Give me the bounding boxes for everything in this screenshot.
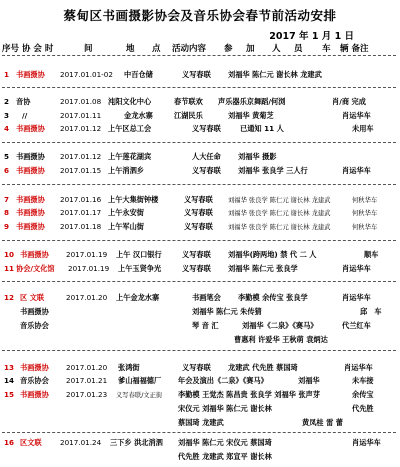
row-number: 14 bbox=[4, 376, 15, 385]
row-date: 2017.01.16 bbox=[60, 195, 102, 204]
row-content: 江湖民乐 bbox=[174, 111, 203, 120]
table-subrow bbox=[2, 404, 400, 415]
divider bbox=[2, 350, 396, 351]
row-date: 2017.01.20 bbox=[66, 293, 108, 302]
subrow-note: 余传宝 bbox=[352, 390, 374, 399]
subrow-people: 李勤模 余传宝 张良学 bbox=[238, 293, 308, 302]
subrow-people: 刘福华 陈仁元 宋仪元 蔡国琦 bbox=[178, 438, 272, 447]
row-people: 刘福华 摄影 bbox=[238, 152, 277, 161]
row-org: 区文联 bbox=[20, 438, 42, 447]
row-date: 2017.01.19 bbox=[66, 250, 108, 259]
subrow-people: 曹惠利 许爱华 王秋萌 袁炳达 bbox=[234, 335, 328, 344]
row-org: 书画摄协 bbox=[16, 70, 45, 79]
row-org: 书画摄协 bbox=[20, 363, 49, 372]
subrow-people: 刘福华《二泉》《赛马》 bbox=[242, 321, 318, 330]
row-place: 上午金龙水寨 bbox=[116, 293, 160, 302]
row-date: 2017.01.20 bbox=[66, 363, 108, 372]
subrow-org: 书画摄协 bbox=[20, 307, 49, 316]
row-place: 义写春联/文正街 bbox=[116, 392, 163, 399]
table-subrow bbox=[2, 307, 400, 318]
row-place: 沌阳文化中心 bbox=[108, 97, 152, 106]
row-content: 义写春联 bbox=[192, 166, 221, 175]
row-number: 4 bbox=[4, 124, 10, 133]
row-place: 爹山福福德厂 bbox=[118, 376, 162, 385]
header-col-people-4: 员 bbox=[294, 44, 303, 54]
row-place: 上午永安街 bbox=[108, 208, 144, 217]
row-content: 义写春联 bbox=[184, 208, 213, 217]
header-col-vehicle: 车 bbox=[322, 44, 331, 54]
divider bbox=[2, 87, 396, 88]
subrow-org: 音乐协会 bbox=[20, 321, 49, 330]
row-content: 义写春联 bbox=[182, 70, 211, 79]
row-org: 协会/文化馆 bbox=[16, 264, 55, 273]
row-note: 肖运华车 bbox=[342, 264, 371, 273]
table-row bbox=[2, 208, 400, 219]
row-org: 书画摄协 bbox=[16, 195, 45, 204]
table-row bbox=[2, 97, 400, 108]
row-people: 刘福华 陈仁元 谢长林 龙建武 bbox=[228, 70, 322, 79]
header-col-note: 辆 备注 bbox=[340, 44, 369, 54]
row-note: 未用车 bbox=[352, 124, 374, 133]
row-place: 张鸿街 bbox=[118, 363, 140, 372]
row-note: 何秋华车 bbox=[352, 197, 378, 204]
header-col-people-2: 加 bbox=[246, 44, 255, 54]
row-place: 上午消泗乡 bbox=[108, 166, 144, 175]
row-org: 音乐协会 bbox=[20, 376, 49, 385]
row-number: 12 bbox=[4, 293, 15, 302]
row-date: 2017.01.01-02 bbox=[60, 70, 113, 79]
row-note: 未车接 bbox=[352, 376, 374, 385]
row-note: 肖运华车 bbox=[342, 111, 371, 120]
table-row bbox=[2, 152, 400, 163]
row-content: 年会及演出《二泉》《赛马》 bbox=[178, 376, 268, 385]
row-org: 音协 bbox=[16, 97, 31, 106]
row-content: 人大任命 bbox=[192, 152, 221, 161]
row-date: 2017.01.18 bbox=[60, 222, 102, 231]
row-org: // bbox=[22, 111, 28, 120]
row-date: 2017.01.17 bbox=[60, 208, 102, 217]
row-place: 上午大集街钟楼 bbox=[108, 195, 159, 204]
table-row bbox=[2, 166, 400, 177]
row-content: 义写春联 bbox=[184, 195, 213, 204]
subrow-people: 宋仪元 刘福华 陈仁元 谢长林 bbox=[178, 404, 272, 413]
row-people: 已通知 11 人 bbox=[240, 124, 284, 133]
subrow-activity: 琴 音 汇 bbox=[192, 321, 219, 330]
page-title: 蔡甸区书画摄影协会及音乐协会春节前活动安排 bbox=[63, 8, 337, 23]
row-note: 何秋华车 bbox=[352, 210, 378, 217]
header-col-place-2: 点 bbox=[152, 44, 161, 54]
subrow-note: 肖运华车 bbox=[342, 293, 371, 302]
table-row bbox=[2, 376, 400, 387]
row-date: 2017.01.23 bbox=[66, 390, 108, 399]
row-date: 2017.01.24 bbox=[60, 438, 102, 447]
row-people: 刘福华 张良学 三人行 bbox=[238, 166, 308, 175]
row-number: 1 bbox=[4, 70, 10, 79]
row-people: 刘福华 张良学 陈仁元 谢长林 龙建武 bbox=[228, 224, 331, 231]
row-content: 义写春联 bbox=[192, 124, 221, 133]
row-content: 义写春联 bbox=[184, 222, 213, 231]
table-subrow bbox=[2, 321, 400, 332]
table-row bbox=[2, 124, 400, 135]
header-col-time: 间 bbox=[84, 44, 93, 54]
table-row bbox=[2, 438, 400, 449]
row-org: 书画摄协 bbox=[16, 222, 45, 231]
row-number: 13 bbox=[4, 363, 15, 372]
row-people: 刘福华 张良学 陈仁元 谢长林 龙建武 bbox=[228, 197, 331, 204]
row-note: 顺车 bbox=[364, 250, 379, 259]
divider bbox=[2, 55, 396, 56]
table-row bbox=[2, 111, 400, 122]
divider bbox=[2, 432, 396, 433]
row-people: 刘福华 黄菊芝 bbox=[228, 111, 274, 120]
table-row bbox=[2, 250, 400, 261]
subrow-note: 代先胜 bbox=[352, 404, 374, 413]
row-date: 2017.01.08 bbox=[60, 97, 102, 106]
row-org: 区 文联 bbox=[20, 293, 45, 302]
subrow-people: 李勤模 王觉杰 陈昌贵 张良学 刘福华 张声芽 bbox=[178, 390, 320, 399]
subrow-people: 代先胜 龙建武 郑宣平 谢长林 bbox=[178, 452, 272, 461]
divider bbox=[2, 184, 396, 185]
row-people: 声乐器乐京舞蹈/何浏 bbox=[218, 97, 286, 106]
table-row bbox=[2, 264, 400, 275]
row-content: 义写春联 bbox=[182, 264, 211, 273]
row-place: 上午 汉口银行 bbox=[116, 250, 162, 259]
row-people: 刘福华 张良学 陈仁元 谢长林 龙建武 bbox=[228, 210, 331, 217]
table-subrow bbox=[2, 418, 400, 429]
header-col-seq: 序号 协 会 时 bbox=[2, 44, 54, 54]
divider bbox=[2, 281, 396, 282]
subrow-people: 刘福华 陈仁元 朱传猜 bbox=[192, 307, 262, 316]
row-note: 何秋华车 bbox=[352, 224, 378, 231]
row-org: 书画摄协 bbox=[16, 166, 45, 175]
row-note: 肖运华车 bbox=[342, 166, 371, 175]
row-content: 义写春联 bbox=[182, 363, 211, 372]
row-number: 11 bbox=[4, 264, 15, 273]
table-row bbox=[2, 70, 400, 81]
row-org: 书画摄协 bbox=[16, 208, 45, 217]
row-place: 上午军山街 bbox=[108, 222, 144, 231]
row-place: 上午玉贤争光 bbox=[118, 264, 162, 273]
row-org: 书画摄协 bbox=[20, 390, 49, 399]
subrow-note: 邱 车 bbox=[360, 307, 382, 316]
row-number: 8 bbox=[4, 208, 10, 217]
row-number: 16 bbox=[4, 438, 15, 447]
row-note: 肖/商 完成 bbox=[332, 97, 366, 106]
row-date: 2017.01.12 bbox=[60, 124, 102, 133]
row-number: 10 bbox=[4, 250, 15, 259]
row-note: 肖运华车 bbox=[344, 363, 373, 372]
divider bbox=[2, 142, 396, 143]
row-place: 三下乡 洪北消泗 bbox=[110, 438, 163, 447]
row-people: 刘福华(跨两地) 禁 代 二 人 bbox=[228, 250, 317, 259]
row-number: 15 bbox=[4, 390, 15, 399]
header-col-content: 活动内容 bbox=[172, 44, 207, 54]
row-org: 书画摄协 bbox=[16, 152, 45, 161]
subrow-people: 蔡国琦 龙建武 bbox=[178, 418, 224, 427]
header-col-people-3: 人 bbox=[272, 44, 281, 54]
table-row bbox=[2, 390, 400, 401]
row-people: 刘福华 陈仁元 张良学 bbox=[228, 264, 298, 273]
row-people: 刘福华 bbox=[298, 376, 320, 385]
table-row bbox=[2, 363, 400, 374]
table-subrow bbox=[2, 293, 400, 304]
row-place: 金龙水寨 bbox=[124, 111, 153, 120]
row-date: 2017.01.15 bbox=[60, 166, 102, 175]
header-col-place-1: 地 bbox=[126, 44, 135, 54]
subrow-note: 黄凤桂 雷 蕾 bbox=[302, 418, 343, 427]
table-row bbox=[2, 222, 400, 233]
row-number: 3 bbox=[4, 111, 10, 120]
row-number: 7 bbox=[4, 195, 10, 204]
divider bbox=[2, 240, 396, 241]
table-header bbox=[2, 42, 400, 54]
row-number: 2 bbox=[4, 97, 10, 106]
table-subrow bbox=[2, 452, 400, 463]
document-date: 2017 年 1 月 1 日 bbox=[269, 31, 354, 42]
subrow-activity: 书画笔会 bbox=[192, 293, 221, 302]
row-number: 9 bbox=[4, 222, 10, 231]
row-place: 上午区总工会 bbox=[108, 124, 152, 133]
row-number: 5 bbox=[4, 152, 10, 161]
table-subrow bbox=[2, 335, 400, 346]
row-content: 春节联欢 bbox=[174, 97, 203, 106]
row-date: 2017.01.11 bbox=[60, 111, 102, 120]
subrow-note: 代兰红车 bbox=[342, 321, 371, 330]
row-people: 龙建武 代先胜 蔡国琦 bbox=[228, 363, 298, 372]
row-number: 6 bbox=[4, 166, 10, 175]
row-date: 2017.01.12 bbox=[60, 152, 102, 161]
row-place: 中百仓储 bbox=[124, 70, 153, 79]
row-org: 书画摄协 bbox=[16, 124, 45, 133]
row-place: 上午莲花湖宾 bbox=[108, 152, 152, 161]
row-org: 书画摄协 bbox=[20, 250, 49, 259]
row-content: 义写春联 bbox=[182, 250, 211, 259]
row-date: 2017.01.19 bbox=[68, 264, 110, 273]
header-col-people-1: 参 bbox=[224, 44, 233, 54]
table-row bbox=[2, 195, 400, 206]
row-date: 2017.01.21 bbox=[66, 376, 108, 385]
subrow-note: 肖运华车 bbox=[352, 438, 381, 447]
